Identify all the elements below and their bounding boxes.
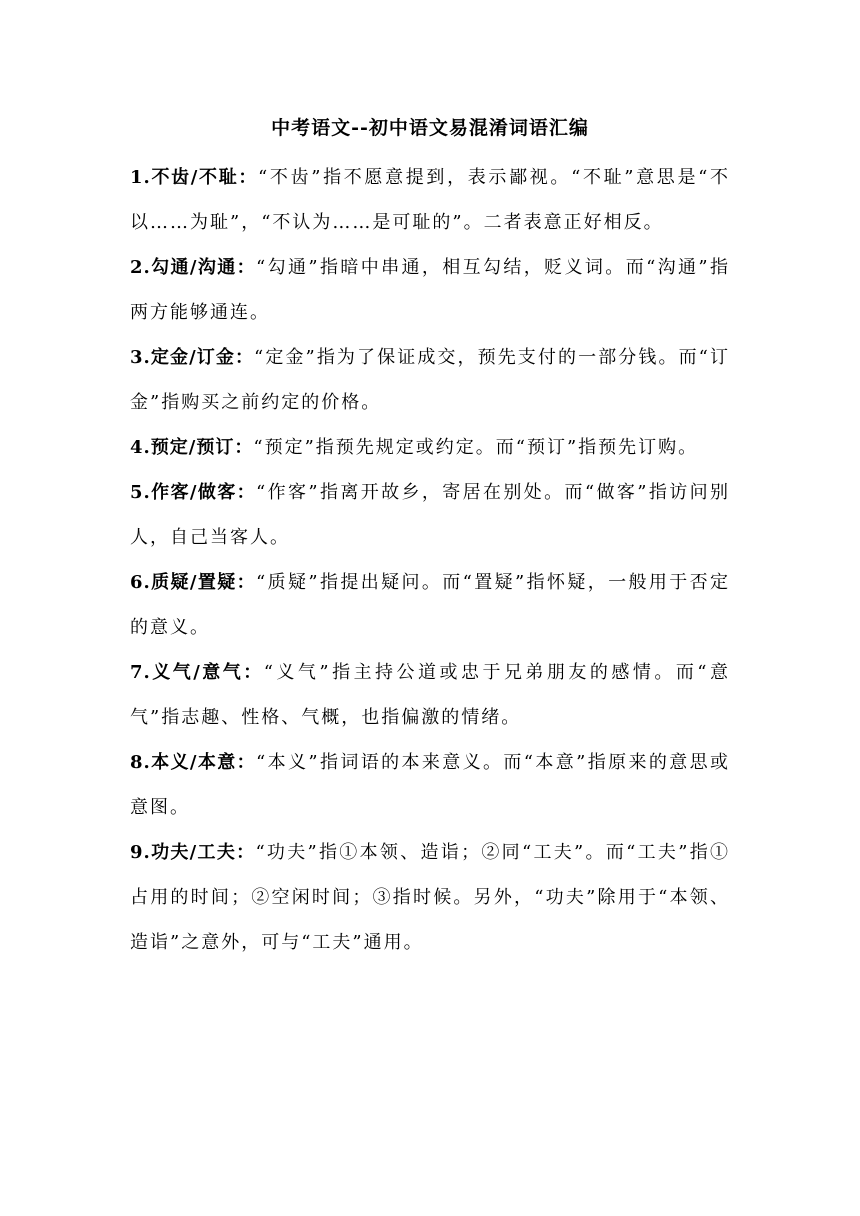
entry-term: 8.本义/本意： [130, 752, 257, 773]
entry-text: “定金”指为了保证成交，预先支付的一部分钱。而“订金”指购买之前约定的价格。 [130, 347, 730, 413]
entry-text: “预定”指预先规定或约定。而“预订”指预先订购。 [253, 437, 699, 458]
entry-8 [130, 740, 730, 830]
entry-term: 4.预定/预订： [130, 437, 254, 458]
entry-2 [130, 245, 730, 335]
entry-9 [130, 830, 730, 965]
document-title: 中考语文--初中语文易混淆词语汇编 [271, 117, 589, 139]
entry-term: 5.作客/做客： [130, 482, 257, 503]
entry-term: 3.定金/订金： [130, 347, 255, 368]
entry-term: 6.质疑/置疑： [130, 572, 257, 593]
entry-term: 7.义气/意气： [130, 662, 264, 683]
entry-text: “功夫”指①本领、造诣；②同“工夫”。而“工夫”指①占用的时间；②空闲时间；③指时候。另外，“功夫”除用于“本领、造诣”之意外，可与“工夫”通用。 [130, 842, 730, 953]
entry-5 [130, 470, 730, 560]
entry-3 [130, 335, 730, 425]
entry-text: “勾通”指暗中串通，相互勾结，贬义词。而“沟通”指两方能够通连。 [130, 257, 730, 323]
entry-6 [130, 560, 730, 650]
entry-text: “质疑”指提出疑问。而“置疑”指怀疑，一般用于否定的意义。 [130, 572, 730, 638]
entry-term: 1.不齿/不耻： [130, 167, 259, 188]
entry-term: 9.功夫/工夫： [130, 842, 256, 863]
entry-text: “本义”指词语的本来意义。而“本意”指原来的意思或意图。 [130, 752, 730, 818]
entry-4 [130, 425, 730, 470]
entry-7 [130, 650, 730, 740]
entry-list [130, 155, 730, 965]
entry-term: 2.勾通/沟通： [130, 257, 257, 278]
entry-text: “不齿”指不愿意提到，表示鄙视。“不耻”意思是“不以……为耻”，“不认为……是可耻的”。二者表意正好相反。 [130, 167, 730, 233]
entry-1 [130, 155, 730, 245]
entry-text: “义气”指主持公道或忠于兄弟朋友的感情。而“意气”指志趣、性格、气概，也指偏激的情绪。 [130, 662, 730, 728]
entry-text: “作客”指离开故乡，寄居在别处。而“做客”指访问别人，自己当客人。 [130, 482, 730, 548]
